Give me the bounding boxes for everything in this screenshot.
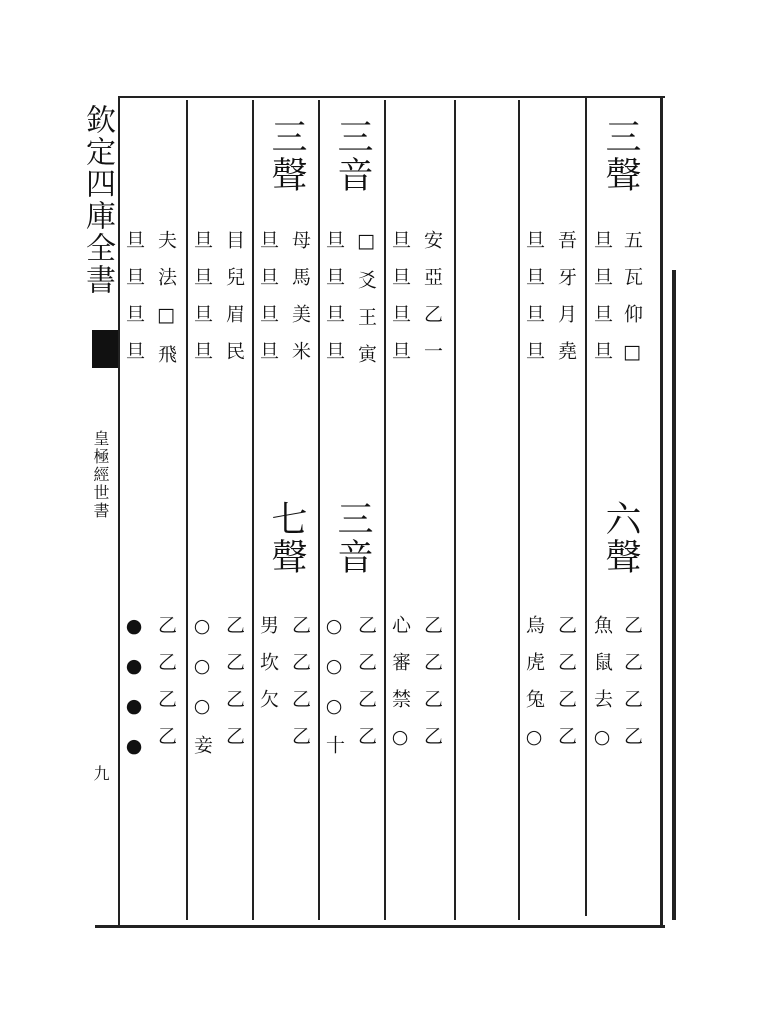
- col5-top-line-2: 旦旦旦旦: [323, 230, 345, 378]
- col8-top-line-2: 旦旦旦旦: [123, 230, 145, 378]
- col6-heading-top: 三聲: [266, 118, 307, 194]
- col7-bottom-line-1: 乙乙乙乙: [223, 615, 245, 763]
- divider-5: [318, 100, 320, 920]
- col6-bottom-line-2: 男坎欠: [257, 615, 279, 726]
- divider-3: [454, 100, 456, 920]
- section-title: 皇極經世書: [91, 430, 110, 520]
- bottom-border: [95, 925, 665, 928]
- col7-top-line-2: 旦旦旦旦: [191, 230, 213, 378]
- left-border: [118, 96, 120, 926]
- col4-top-line-1: 安亞乙一: [421, 230, 443, 378]
- col7-bottom-line-2: ○○○妾: [191, 615, 213, 772]
- col5-bottom-line-2: ○○○十: [323, 615, 345, 772]
- col8-bottom-line-1: 乙乙乙乙: [155, 615, 177, 763]
- col1-bottom-line-2: 魚鼠去○: [591, 615, 613, 766]
- divider-7: [186, 100, 188, 920]
- divider-1: [585, 96, 587, 916]
- book-title: 欽定四庫全書: [80, 104, 115, 296]
- divider-2: [518, 100, 520, 920]
- col1-top-line-1: 五瓦仰□: [621, 230, 643, 381]
- col2-bottom-line-2: 烏虎兔○: [523, 615, 545, 766]
- col4-bottom-line-2: 心審禁○: [389, 615, 411, 766]
- col6-top-line-1: 母馬美米: [289, 230, 311, 378]
- divider-4: [384, 100, 386, 920]
- col1-heading-top: 三聲: [600, 118, 641, 194]
- col2-bottom-line-1: 乙乙乙乙: [555, 615, 577, 763]
- page-number: 九: [91, 765, 110, 783]
- col4-bottom-line-1: 乙乙乙乙: [421, 615, 443, 763]
- divider-6: [252, 100, 254, 920]
- margin-black-mark: [92, 330, 118, 368]
- col1-top-line-2: 旦旦旦旦: [591, 230, 613, 378]
- col1-bottom-line-1: 乙乙乙乙: [621, 615, 643, 763]
- col7-top-line-1: 目兒眉民: [223, 230, 245, 378]
- col6-bottom-line-1: 乙乙乙乙: [289, 615, 311, 763]
- col2-top-line-2: 旦旦旦旦: [523, 230, 545, 378]
- col5-heading-bottom: 三音: [332, 500, 373, 576]
- col8-bottom-line-2: ●●●●: [123, 615, 145, 775]
- col5-heading-top: 三音: [332, 118, 373, 194]
- col4-top-line-2: 旦旦旦旦: [389, 230, 411, 378]
- col5-bottom-line-1: 乙乙乙乙: [355, 615, 377, 763]
- right-border: [660, 96, 663, 926]
- col8-top-line-1: 夫法□飛: [155, 230, 177, 381]
- col6-top-line-2: 旦旦旦旦: [257, 230, 279, 378]
- col2-top-line-1: 吾牙月堯: [555, 230, 577, 378]
- col1-heading-bottom: 六聲: [600, 500, 641, 576]
- outer-right-border: [672, 270, 676, 920]
- top-border: [120, 96, 665, 98]
- col6-heading-bottom: 七聲: [266, 500, 307, 576]
- col5-top-line-1: □爻王寅: [355, 230, 377, 381]
